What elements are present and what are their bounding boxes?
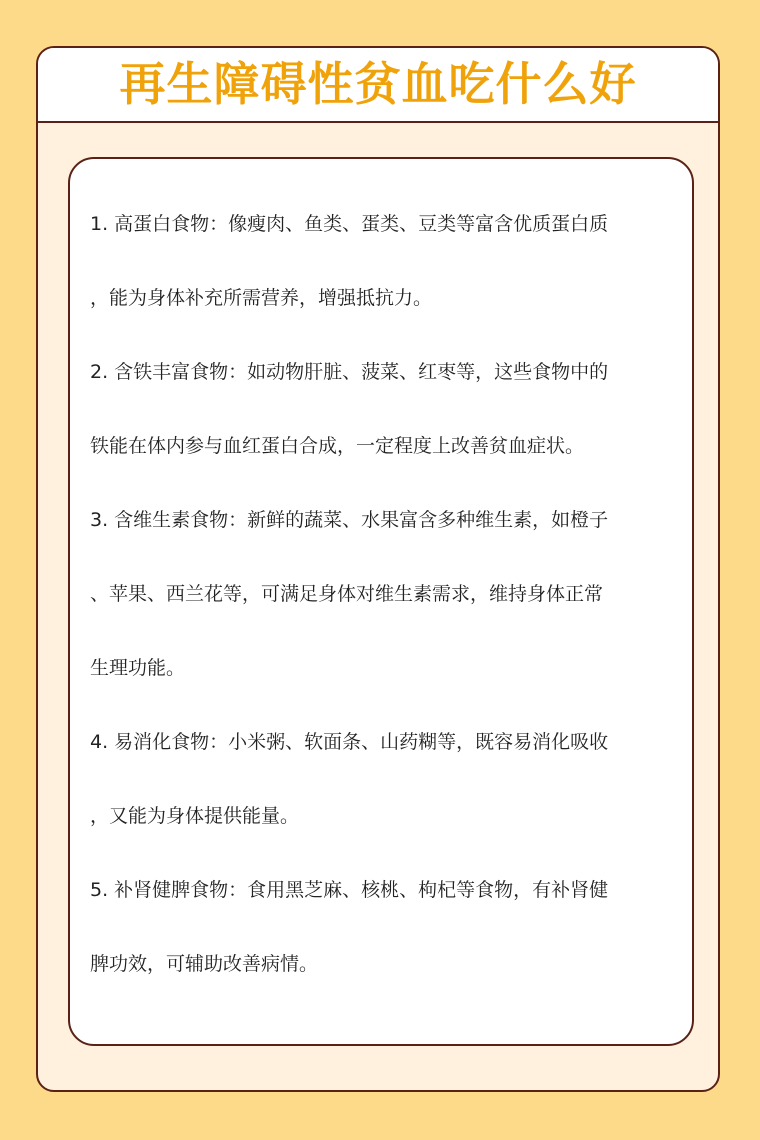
list-item-line: ，能为身体补充所需营养，增强抵抗力。 xyxy=(90,287,433,309)
list-item-line: 4. 易消化食物：小米粥、软面条、山药糊等，既容易消化吸收 xyxy=(90,731,609,753)
tips-list xyxy=(90,187,680,1001)
list-item-line: ，又能为身体提供能量。 xyxy=(90,805,300,827)
list-item-line: 3. 含维生素食物：新鲜的蔬菜、水果富含多种维生素，如橙子 xyxy=(90,509,609,531)
list-item xyxy=(90,853,680,1001)
list-item-line: 2. 含铁丰富食物：如动物肝脏、菠菜、红枣等，这些食物中的 xyxy=(90,361,609,383)
page-title: 再生障碍性贫血吃什么好 xyxy=(119,57,637,111)
list-item-line: 生理功能。 xyxy=(90,657,186,679)
content-panel xyxy=(68,157,694,1046)
list-item-line: 铁能在体内参与血红蛋白合成，一定程度上改善贫血症状。 xyxy=(90,435,585,457)
title-bar xyxy=(38,48,718,123)
list-item xyxy=(90,705,680,853)
list-item xyxy=(90,335,680,483)
list-item xyxy=(90,483,680,705)
list-item-line: 脾功效，可辅助改善病情。 xyxy=(90,953,319,975)
list-item-line: 1. 高蛋白食物：像瘦肉、鱼类、蛋类、豆类等富含优质蛋白质 xyxy=(90,213,609,235)
list-item-line: 、苹果、西兰花等，可满足身体对维生素需求，维持身体正常 xyxy=(90,583,604,605)
article-card xyxy=(36,46,720,1092)
list-item xyxy=(90,187,680,335)
list-item-line: 5. 补肾健脾食物：食用黑芝麻、核桃、枸杞等食物，有补肾健 xyxy=(90,879,609,901)
